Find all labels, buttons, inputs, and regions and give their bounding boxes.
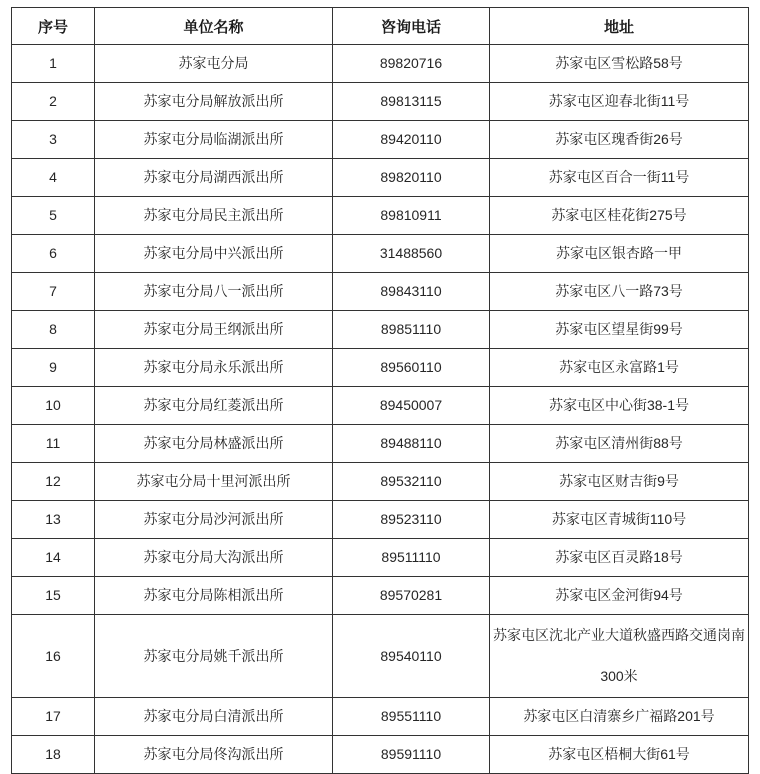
table-row [12,615,749,698]
phone-cell: 89560110 [333,349,490,387]
header-serial-number: 序号 [12,8,95,45]
serial-number-cell: 13 [12,501,95,539]
unit-name-cell: 苏家屯分局白清派出所 [95,698,333,736]
phone-cell: 89511110 [333,539,490,577]
phone-cell: 89540110 [333,615,490,698]
serial-number-cell: 17 [12,698,95,736]
address-cell: 苏家屯区八一路73号 [490,273,749,311]
phone-cell: 31488560 [333,235,490,273]
table-row [12,273,749,311]
serial-number-cell: 9 [12,349,95,387]
address-cell: 苏家屯区白清寨乡广福路201号 [490,698,749,736]
address-cell: 苏家屯区瑰香街26号 [490,121,749,159]
phone-cell: 89570281 [333,577,490,615]
table-row [12,197,749,235]
table-row [12,387,749,425]
unit-name-cell: 苏家屯分局中兴派出所 [95,235,333,273]
phone-cell: 89813115 [333,83,490,121]
unit-name-cell: 苏家屯分局八一派出所 [95,273,333,311]
phone-cell: 89420110 [333,121,490,159]
phone-cell: 89532110 [333,463,490,501]
unit-name-cell: 苏家屯分局王纲派出所 [95,311,333,349]
serial-number-cell: 7 [12,273,95,311]
unit-name-cell: 苏家屯分局沙河派出所 [95,501,333,539]
address-cell: 苏家屯区财吉街9号 [490,463,749,501]
address-cell: 苏家屯区金河街94号 [490,577,749,615]
table-row [12,235,749,273]
address-cell: 苏家屯区百灵路18号 [490,539,749,577]
unit-name-cell: 苏家屯分局大沟派出所 [95,539,333,577]
header-address: 地址 [490,8,749,45]
table-body [12,45,749,774]
table-row [12,349,749,387]
unit-name-cell: 苏家屯分局姚千派出所 [95,615,333,698]
phone-cell: 89551110 [333,698,490,736]
unit-name-cell: 苏家屯分局民主派出所 [95,197,333,235]
serial-number-cell: 3 [12,121,95,159]
address-cell: 苏家屯区青城街110号 [490,501,749,539]
table-row [12,83,749,121]
serial-number-cell: 16 [12,615,95,698]
serial-number-cell: 4 [12,159,95,197]
address-cell: 苏家屯区中心街38-1号 [490,387,749,425]
address-cell: 苏家屯区迎春北街11号 [490,83,749,121]
header-row [12,8,749,45]
address-cell: 苏家屯区梧桐大街61号 [490,736,749,774]
serial-number-cell: 8 [12,311,95,349]
police-station-contact-table [11,7,749,774]
table-row [12,121,749,159]
unit-name-cell: 苏家屯分局永乐派出所 [95,349,333,387]
phone-cell: 89843110 [333,273,490,311]
unit-name-cell: 苏家屯分局佟沟派出所 [95,736,333,774]
unit-name-cell: 苏家屯分局陈相派出所 [95,577,333,615]
serial-number-cell: 14 [12,539,95,577]
phone-cell: 89820110 [333,159,490,197]
unit-name-cell: 苏家屯分局十里河派出所 [95,463,333,501]
address-cell: 苏家屯区桂花街275号 [490,197,749,235]
table-header [12,8,749,45]
address-cell: 苏家屯区百合一街11号 [490,159,749,197]
serial-number-cell: 1 [12,45,95,83]
unit-name-cell: 苏家屯分局临湖派出所 [95,121,333,159]
table-row [12,311,749,349]
serial-number-cell: 6 [12,235,95,273]
table-row [12,159,749,197]
serial-number-cell: 5 [12,197,95,235]
unit-name-cell: 苏家屯分局林盛派出所 [95,425,333,463]
header-unit-name: 单位名称 [95,8,333,45]
header-phone: 咨询电话 [333,8,490,45]
table-row [12,45,749,83]
table-row [12,501,749,539]
serial-number-cell: 10 [12,387,95,425]
address-cell: 苏家屯区沈北产业大道秋盛西路交通岗南300米 [490,615,749,698]
phone-cell: 89523110 [333,501,490,539]
address-cell: 苏家屯区清州街88号 [490,425,749,463]
serial-number-cell: 12 [12,463,95,501]
address-cell: 苏家屯区永富路1号 [490,349,749,387]
phone-cell: 89851110 [333,311,490,349]
unit-name-cell: 苏家屯分局红菱派出所 [95,387,333,425]
serial-number-cell: 18 [12,736,95,774]
table-row [12,577,749,615]
phone-cell: 89591110 [333,736,490,774]
unit-name-cell: 苏家屯分局 [95,45,333,83]
table-row [12,463,749,501]
phone-cell: 89488110 [333,425,490,463]
serial-number-cell: 15 [12,577,95,615]
address-cell: 苏家屯区银杏路一甲 [490,235,749,273]
address-cell: 苏家屯区望星街99号 [490,311,749,349]
serial-number-cell: 11 [12,425,95,463]
table-row [12,539,749,577]
phone-cell: 89810911 [333,197,490,235]
unit-name-cell: 苏家屯分局湖西派出所 [95,159,333,197]
phone-cell: 89820716 [333,45,490,83]
unit-name-cell: 苏家屯分局解放派出所 [95,83,333,121]
table-row [12,698,749,736]
address-cell: 苏家屯区雪松路58号 [490,45,749,83]
serial-number-cell: 2 [12,83,95,121]
table-row [12,736,749,774]
phone-cell: 89450007 [333,387,490,425]
table-row [12,425,749,463]
